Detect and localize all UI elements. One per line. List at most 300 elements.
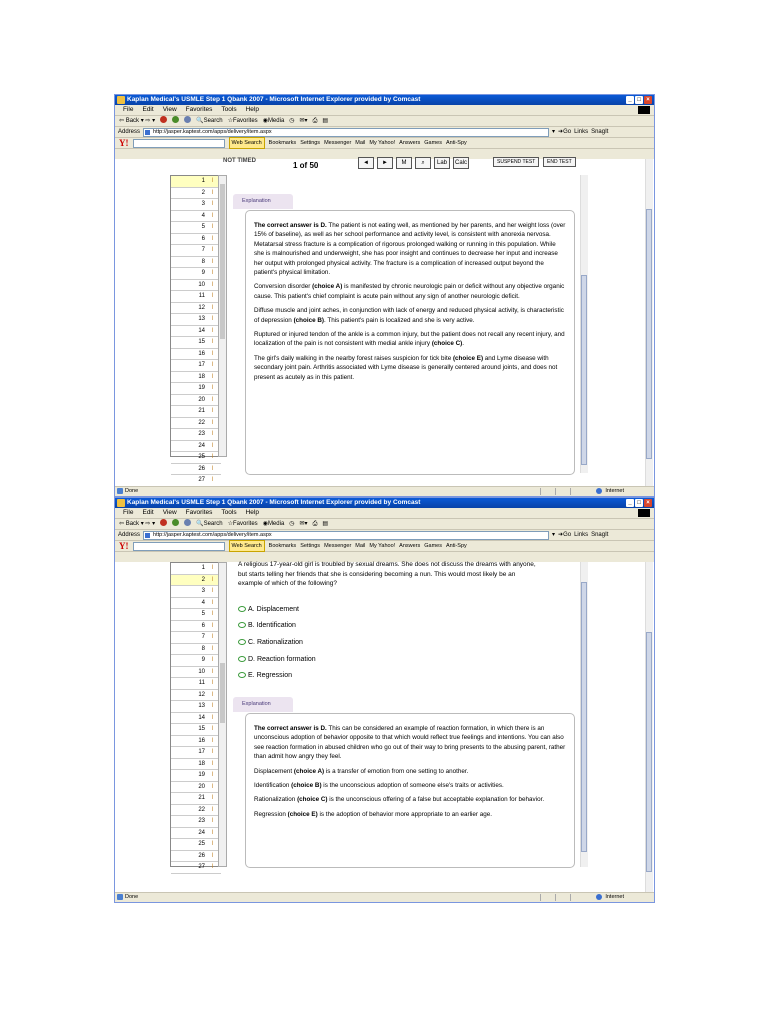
question-number: 8	[201, 645, 205, 652]
search-tool-button[interactable]: ⌕	[415, 157, 431, 169]
option-d[interactable]	[238, 655, 316, 665]
yahoo-settings[interactable]: Settings	[300, 543, 321, 549]
question-number: 17	[198, 749, 205, 755]
question-list-item[interactable]	[171, 337, 221, 349]
choice-b-paragraph	[254, 306, 566, 325]
yahoo-settings[interactable]: Settings	[300, 140, 321, 146]
question-list-item[interactable]	[171, 406, 221, 418]
option-text: Regression	[256, 672, 292, 679]
yahoo-logo[interactable]: Y!	[119, 138, 129, 148]
choice-c-ref: (choice C)	[431, 340, 463, 348]
question-number: 11	[198, 680, 205, 686]
question-list-item[interactable]	[171, 563, 221, 575]
question-marker-icon: ǀ	[211, 864, 213, 870]
question-marker-icon: ǀ	[211, 442, 213, 449]
question-list-item[interactable]	[171, 211, 221, 223]
refresh-icon[interactable]	[172, 519, 179, 526]
question-list-item[interactable]	[171, 609, 221, 621]
question-number: 15	[198, 726, 205, 732]
yahoo-games[interactable]: Games	[424, 140, 442, 146]
end-test-button[interactable]: END TEST	[543, 157, 576, 167]
question-list-item[interactable]	[171, 349, 221, 361]
option-letter: D.	[248, 656, 255, 663]
option-b[interactable]	[238, 621, 296, 631]
question-marker-icon: ǀ	[211, 258, 213, 265]
maximize-icon[interactable]: □	[635, 96, 643, 104]
question-marker-icon: ǀ	[211, 189, 213, 196]
menu-edit[interactable]: Edit	[142, 509, 154, 516]
yahoo-my-yahoo[interactable]: My Yahoo!	[369, 140, 396, 146]
question-number: 13	[198, 316, 205, 322]
question-marker-icon: ǀ	[211, 454, 213, 460]
question-list-item[interactable]	[171, 234, 221, 246]
question-list-item[interactable]	[171, 851, 221, 863]
question-list-item[interactable]	[171, 176, 221, 188]
question-list	[170, 175, 222, 483]
question-number: 26	[198, 465, 205, 472]
question-list-item[interactable]	[171, 655, 221, 667]
address-input[interactable]: http://jasper.kaptest.com/apps/delivery/item.aspx	[143, 531, 549, 540]
question-number: 25	[198, 841, 205, 847]
question-list-item[interactable]	[171, 586, 221, 598]
address-label: Address	[118, 532, 141, 538]
choice-a-post: is manifested by chronic neurologic pain or deficit without any objective organic cause. This patient's chief complaint is acute pain without any sign of another neurologic deficit.	[254, 283, 565, 300]
choice-e-post: is the adoption of behavior more appropriate to an earlier age.	[317, 810, 493, 818]
question-list-item[interactable]	[171, 441, 221, 453]
question-number: 5	[201, 224, 205, 230]
next-button[interactable]: ►	[377, 157, 393, 169]
option-a[interactable]	[238, 605, 299, 615]
go-label: Go	[563, 129, 572, 135]
refresh-icon[interactable]	[172, 116, 179, 123]
question-marker-icon: ǀ	[211, 599, 213, 606]
explanation-tab[interactable]: Explanation	[233, 697, 293, 712]
address-bar	[115, 530, 654, 541]
question-number: 8	[201, 258, 205, 265]
favorites-button[interactable]: ☆Favorites	[227, 118, 258, 124]
menu-favorites[interactable]: Favorites	[185, 509, 213, 516]
choice-b-pre: Diffuse muscle and joint aches, in conjunction with lack of energy and reduced physical activity, is characteristic of depression	[254, 307, 564, 324]
question-list-item[interactable]	[171, 245, 221, 257]
media-button[interactable]: ◉Media	[262, 118, 285, 124]
history-icon[interactable]: ◷	[289, 118, 295, 124]
question-list-item[interactable]	[171, 736, 221, 748]
question-number: 22	[198, 806, 205, 813]
question-list-item[interactable]	[171, 667, 221, 679]
print-icon[interactable]: ⎙	[312, 118, 318, 124]
question-marker-icon: ǀ	[211, 772, 213, 778]
edit-icon[interactable]: ▤	[322, 118, 329, 124]
search-button[interactable]: 🔍Search	[196, 521, 223, 527]
radio-icon[interactable]	[238, 606, 246, 612]
minimize-icon[interactable]: _	[626, 499, 634, 507]
media-label: Media	[267, 118, 285, 124]
question-list-item[interactable]	[171, 724, 221, 736]
question-number: 2	[201, 189, 205, 196]
question-list-item[interactable]	[171, 303, 221, 315]
question-number: 4	[201, 212, 205, 219]
question-number: 25	[198, 454, 205, 460]
yahoo-antispy[interactable]: Anti-Spy	[446, 543, 467, 549]
choice-b-ref: (choice B)	[291, 782, 322, 790]
question-list-item[interactable]	[171, 839, 221, 851]
search-button[interactable]: 🔍Search	[196, 118, 223, 124]
question-list-item[interactable]	[171, 257, 221, 269]
menu-bar	[115, 105, 654, 116]
question-list-item[interactable]	[171, 575, 221, 587]
question-number: 1	[201, 178, 205, 184]
question-marker-icon: ǀ	[211, 829, 213, 836]
menu-file[interactable]: File	[123, 509, 134, 516]
question-list-item[interactable]	[171, 372, 221, 384]
choice-b-paragraph	[254, 781, 566, 790]
go-label: Go	[563, 532, 572, 538]
address-dropdown-icon[interactable]: ▾	[552, 532, 556, 538]
correct-answer-text: This can be considered an example of reaction formation, in which there is an unconscious adoption of behavior opposite to that which would reflect true feelings and intentions. You can also see reaction formation in abused children who go out of their way to bring presents to the abusing parent, rather than admit how angry they feel.	[254, 725, 566, 761]
question-list-item[interactable]	[171, 326, 221, 338]
question-marker-icon: ǀ	[211, 304, 213, 311]
mail-icon[interactable]: ✉▾	[299, 521, 308, 527]
status-bar	[115, 892, 654, 901]
question-list-item[interactable]	[171, 632, 221, 644]
menu-file[interactable]: File	[123, 106, 134, 113]
choice-e-paragraph	[254, 810, 566, 819]
question-list-item[interactable]	[171, 598, 221, 610]
question-marker-icon: ǀ	[211, 373, 213, 380]
question-list-item[interactable]	[171, 621, 221, 633]
choice-e-paragraph	[254, 354, 566, 382]
choice-b-post: is the unconscious adoption of someone else's traits or activities.	[321, 782, 504, 790]
standard-toolbar	[115, 116, 654, 127]
question-number: 27	[198, 477, 205, 483]
choice-b-ref: (choice B)	[293, 316, 325, 324]
menu-edit[interactable]: Edit	[142, 106, 154, 113]
question-number: 11	[198, 293, 205, 299]
window-title: Kaplan Medical's USMLE Step 1 Qbank 2007 - Microsoft Internet Explorer provided by Comcast	[127, 96, 421, 103]
status-bar	[115, 486, 654, 495]
address-input[interactable]: http://jasper.kaptest.com/apps/delivery/item.aspx	[143, 128, 549, 137]
yahoo-search-input[interactable]	[133, 139, 225, 148]
question-number: 21	[198, 408, 205, 414]
yahoo-antispy[interactable]: Anti-Spy	[446, 140, 467, 146]
question-marker-icon: ǀ	[211, 806, 213, 813]
question-list-item[interactable]	[171, 188, 221, 200]
question-number: 6	[201, 622, 205, 629]
yahoo-mail[interactable]: Mail	[355, 140, 366, 146]
question-list-scrollbar[interactable]	[218, 175, 227, 457]
choice-a-paragraph	[254, 282, 566, 301]
question-list-item[interactable]	[171, 816, 221, 828]
links-button[interactable]: Links	[574, 129, 589, 135]
snagit-button[interactable]: SnagIt	[591, 532, 609, 538]
option-letter: B.	[248, 622, 255, 629]
status-text: Done	[125, 894, 139, 900]
snagit-button[interactable]: SnagIt	[591, 129, 609, 135]
menu-view[interactable]: View	[162, 509, 177, 516]
question-list-item[interactable]	[171, 690, 221, 702]
question-marker-icon: ǀ	[211, 224, 213, 230]
menu-tools[interactable]: Tools	[221, 509, 237, 516]
page-content	[115, 562, 654, 892]
choice-a-ref: (choice A)	[312, 283, 343, 291]
question-marker-icon: ǀ	[211, 611, 213, 617]
question-list-item[interactable]	[171, 395, 221, 407]
minimize-icon[interactable]: _	[626, 96, 634, 104]
mark-button[interactable]: M	[396, 157, 412, 169]
yahoo-answers[interactable]: Answers	[399, 140, 421, 146]
question-number: 21	[198, 795, 205, 801]
yahoo-bookmarks[interactable]: Bookmarks	[268, 140, 297, 146]
question-list-item[interactable]	[171, 314, 221, 326]
explanation-box	[245, 210, 575, 475]
question-marker-icon: ǀ	[211, 465, 213, 472]
correct-answer-lead: The correct answer is D.	[254, 222, 327, 229]
browser-window-1	[114, 94, 655, 497]
question-counter: 1 of 50	[293, 161, 319, 170]
suspend-test-button[interactable]: SUSPEND TEST	[493, 157, 539, 167]
question-list-item[interactable]	[171, 268, 221, 280]
correct-answer-paragraph	[254, 724, 566, 762]
choice-e-ref: (choice E)	[287, 810, 318, 818]
yahoo-toolbar	[115, 541, 654, 552]
question-marker-icon: ǀ	[211, 293, 213, 299]
question-list-item[interactable]	[171, 280, 221, 292]
question-marker-icon: ǀ	[211, 212, 213, 219]
menu-tools[interactable]: Tools	[221, 106, 237, 113]
question-number: 12	[198, 691, 205, 698]
question-list-item[interactable]	[171, 383, 221, 395]
question-marker-icon: ǀ	[211, 680, 213, 686]
explanation-tab[interactable]: Explanation	[233, 194, 293, 209]
explanation-box	[245, 713, 575, 868]
question-list-item[interactable]	[171, 701, 221, 713]
choice-c-pre: Rationalization	[254, 796, 298, 804]
links-button[interactable]: Links	[574, 532, 589, 538]
question-marker-icon: ǀ	[211, 852, 213, 859]
question-marker-icon: ǀ	[211, 841, 213, 847]
mail-icon[interactable]: ✉▾	[299, 118, 308, 124]
question-number: 14	[198, 327, 205, 334]
favorites-button[interactable]: ☆Favorites	[227, 521, 258, 527]
question-number: 15	[198, 339, 205, 345]
question-number: 4	[201, 599, 205, 606]
media-button[interactable]: ◉Media	[262, 521, 285, 527]
choice-e-pre: Regression	[254, 810, 288, 818]
correct-answer-paragraph	[254, 221, 566, 277]
back-label: Back	[125, 118, 140, 124]
question-list-item[interactable]	[171, 747, 221, 759]
question-marker-icon: ǀ	[211, 760, 213, 767]
title-bar[interactable]	[115, 95, 654, 105]
home-icon[interactable]	[184, 519, 191, 526]
menu-view[interactable]: View	[162, 106, 177, 113]
question-number: 22	[198, 419, 205, 426]
question-number: 7	[201, 247, 205, 253]
ie-icon	[117, 96, 125, 104]
option-letter: E.	[248, 672, 255, 679]
calc-button[interactable]: Calc	[453, 157, 469, 169]
question-marker-icon: ǀ	[211, 408, 213, 414]
choice-e-post: and Lyme disease with secondary joint pain. Arthritis associated with Lyme disease is generally centered around joints, and does not present as acutely as in this patient.	[254, 354, 558, 381]
maximize-icon[interactable]: □	[635, 499, 643, 507]
go-button[interactable]: ➜Go	[558, 532, 572, 538]
close-icon[interactable]: ×	[644, 499, 652, 507]
yahoo-messenger[interactable]: Messenger	[324, 140, 352, 146]
question-number: 19	[198, 772, 205, 778]
question-number: 18	[198, 373, 205, 380]
question-marker-icon: ǀ	[211, 576, 213, 583]
yahoo-games[interactable]: Games	[424, 543, 442, 549]
back-button[interactable]: ⇦ Back ▾ ⇨ ▾	[119, 521, 156, 527]
question-list-item[interactable]	[171, 828, 221, 840]
web-search-button[interactable]: Web Search	[229, 137, 265, 149]
address-label: Address	[118, 129, 141, 135]
correct-answer-text: The patient is not eating well, as mentioned by her parents, and her weight loss (over 15% of baseline), as well as her school performance and activity level, is consistent with anorexia nervosa. Metatarsal stress fracture is a complication of rigorous prolonged walking or running in this population. While she is malnourished and underweight, she has poor insight and continues to decrease her input and increase her output with prolonged physical activity. The fracture is a complication of increased output beyond the patient's physical limitation.	[254, 222, 566, 277]
windows-logo-icon	[638, 106, 650, 114]
stop-icon[interactable]	[160, 116, 167, 123]
question-number: 24	[198, 442, 205, 449]
radio-icon[interactable]	[238, 656, 246, 662]
go-button[interactable]: ➜Go	[558, 129, 572, 135]
yahoo-bookmarks[interactable]: Bookmarks	[268, 543, 297, 549]
question-marker-icon: ǀ	[211, 588, 213, 594]
yahoo-answers[interactable]: Answers	[399, 543, 421, 549]
menu-help[interactable]: Help	[245, 106, 259, 113]
address-bar	[115, 127, 654, 138]
correct-answer-lead: The correct answer is D.	[254, 725, 327, 732]
question-list-item[interactable]	[171, 678, 221, 690]
question-list-item[interactable]	[171, 452, 221, 464]
radio-icon[interactable]	[238, 672, 246, 678]
choice-c-paragraph	[254, 795, 566, 804]
media-label: Media	[267, 521, 285, 527]
option-e[interactable]	[238, 671, 292, 681]
question-marker-icon: ǀ	[211, 327, 213, 334]
browser-window-2	[114, 497, 655, 903]
history-icon[interactable]: ◷	[289, 521, 295, 527]
question-marker-icon: ǀ	[211, 714, 213, 721]
question-marker-icon: ǀ	[211, 749, 213, 755]
option-text: Reaction formation	[256, 656, 316, 663]
question-list-item[interactable]	[171, 222, 221, 234]
question-marker-icon: ǀ	[211, 818, 213, 824]
print-icon[interactable]: ⎙	[312, 521, 318, 527]
page-scrollbar[interactable]	[645, 159, 653, 486]
yahoo-search-input[interactable]	[133, 542, 225, 551]
question-marker-icon: ǀ	[211, 634, 213, 640]
question-number: 19	[198, 385, 205, 391]
yahoo-my-yahoo[interactable]: My Yahoo!	[369, 543, 396, 549]
windows-logo-icon	[638, 509, 650, 517]
yahoo-logo[interactable]: Y!	[119, 541, 129, 551]
lab-button[interactable]: Lab	[434, 157, 450, 169]
yahoo-mail[interactable]: Mail	[355, 543, 366, 549]
question-number: 16	[198, 350, 205, 357]
status-segment	[540, 894, 551, 901]
choice-e-pre: The girl's daily walking in the nearby forest raises suspicion for tick bite	[254, 354, 453, 362]
question-marker-icon: ǀ	[211, 795, 213, 801]
choice-c-post: is the unconscious offering of a false but acceptable explanation for behavior.	[327, 796, 545, 804]
question-number: 10	[198, 668, 205, 675]
option-letter: A.	[248, 606, 255, 613]
menu-favorites[interactable]: Favorites	[185, 106, 213, 113]
choice-b-pre: Identification	[254, 782, 292, 790]
question-number: 7	[201, 634, 205, 640]
question-number: 26	[198, 852, 205, 859]
question-list-item[interactable]	[171, 770, 221, 782]
choice-c-post: .	[462, 340, 465, 348]
edit-icon[interactable]: ▤	[322, 521, 329, 527]
question-list-item[interactable]	[171, 805, 221, 817]
title-bar[interactable]	[115, 498, 654, 508]
content-scrollbar[interactable]	[580, 175, 588, 473]
choice-a-pre: Conversion disorder	[254, 283, 313, 291]
question-marker-icon: ǀ	[211, 270, 213, 276]
question-marker-icon: ǀ	[211, 385, 213, 391]
question-marker-icon: ǀ	[211, 726, 213, 732]
question-marker-icon: ǀ	[211, 477, 213, 483]
question-list-item[interactable]	[171, 291, 221, 303]
question-number: 20	[198, 783, 205, 790]
page-scrollbar[interactable]	[645, 562, 653, 892]
yahoo-messenger[interactable]: Messenger	[324, 543, 352, 549]
question-list-item[interactable]	[171, 644, 221, 656]
back-button[interactable]: ⇦ Back ▾ ⇨ ▾	[119, 118, 156, 124]
question-list-item[interactable]	[171, 429, 221, 441]
choice-c-paragraph	[254, 330, 566, 349]
question-marker-icon: ǀ	[211, 783, 213, 790]
question-marker-icon: ǀ	[211, 350, 213, 357]
address-dropdown-icon[interactable]: ▾	[552, 129, 556, 135]
question-number: 18	[198, 760, 205, 767]
question-list-item[interactable]	[171, 862, 221, 874]
question-list-item[interactable]	[171, 418, 221, 430]
stop-icon[interactable]	[160, 519, 167, 526]
question-number: 10	[198, 281, 205, 288]
question-number: 9	[201, 270, 205, 276]
question-list-item[interactable]	[171, 475, 221, 487]
previous-button[interactable]: ◄	[358, 157, 374, 169]
close-icon[interactable]: ×	[644, 96, 652, 104]
menu-help[interactable]: Help	[245, 509, 259, 516]
web-search-button[interactable]: Web Search	[229, 540, 265, 552]
question-list-item[interactable]	[171, 199, 221, 211]
question-list-item[interactable]	[171, 464, 221, 476]
question-list-scrollbar[interactable]	[218, 562, 227, 867]
question-marker-icon: ǀ	[211, 565, 213, 571]
choice-a-ref: (choice A)	[293, 767, 325, 775]
question-list	[170, 562, 222, 870]
question-list-item[interactable]	[171, 713, 221, 725]
content-scrollbar[interactable]	[580, 562, 588, 867]
question-list-item[interactable]	[171, 360, 221, 372]
search-label: Search	[203, 521, 223, 527]
home-icon[interactable]	[184, 116, 191, 123]
yahoo-toolbar	[115, 138, 654, 149]
question-list-item[interactable]	[171, 782, 221, 794]
question-marker-icon: ǀ	[211, 622, 213, 629]
option-c[interactable]	[238, 638, 303, 648]
question-list-item[interactable]	[171, 759, 221, 771]
radio-icon[interactable]	[238, 639, 246, 645]
question-number: 23	[198, 818, 205, 824]
status-text: Done	[125, 488, 139, 494]
favorites-label: Favorites	[233, 118, 258, 124]
question-list-item[interactable]	[171, 793, 221, 805]
option-text: Displacement	[256, 606, 299, 613]
radio-icon[interactable]	[238, 622, 246, 628]
question-marker-icon: ǀ	[211, 691, 213, 698]
